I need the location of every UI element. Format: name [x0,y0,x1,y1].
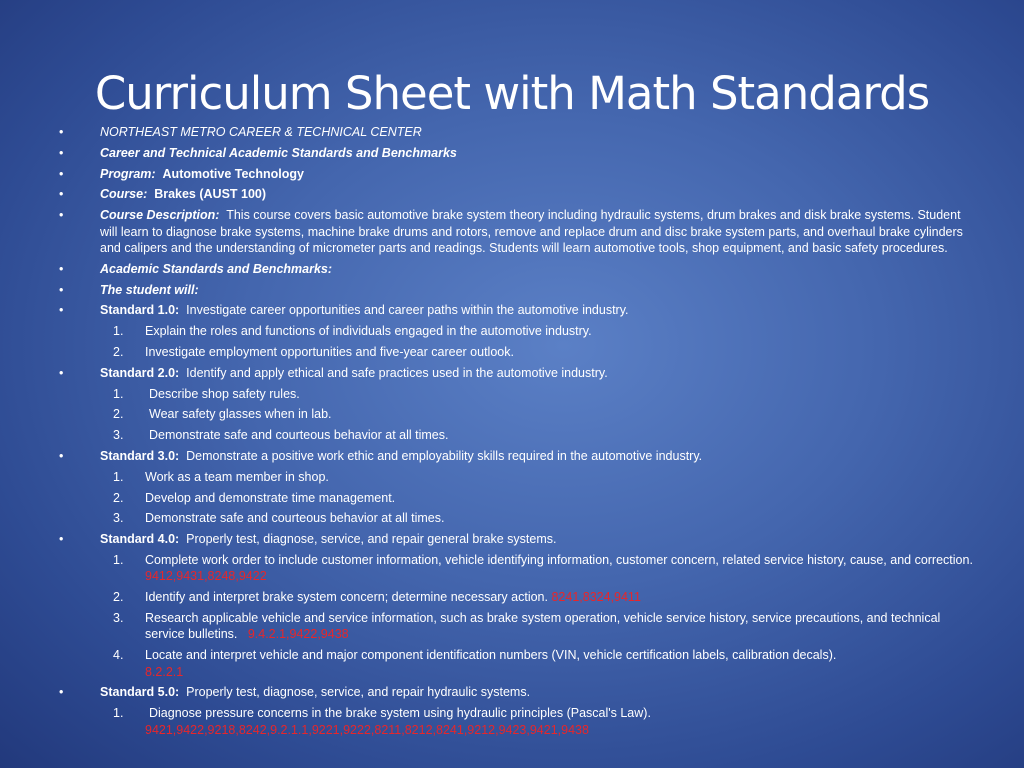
standard-3 [56,448,976,464]
bullet-icon: • [59,365,64,380]
item-text: Explain the roles and functions of individuals engaged in the automotive industry. [145,324,592,339]
standard-label: Standard 5.0: [100,685,180,700]
item-number: 1. [113,324,124,339]
list-item-academic-heading [56,261,976,277]
list-item-student-will [56,282,976,298]
academic-heading: Academic Standards and Benchmarks: [100,261,333,276]
item-text: Complete work order to include customer information, vehicle identifying information, customer concern, related service history, cause, and correction. [145,552,973,567]
item-text: Wear safety glasses when in lab. [149,407,332,422]
standard-1-item-1 [56,323,976,339]
student-will: The student will: [100,282,199,297]
standard-4-item-2 [56,589,976,605]
standard-label: Standard 4.0: [100,532,180,547]
list-item-program [56,166,976,182]
item-text: Identify and interpret brake system concern; determine necessary action. [145,590,548,605]
item-number: 1. [113,386,124,401]
item-number: 3. [113,610,124,625]
standard-label: Standard 1.0: [100,303,180,318]
item-number: 3. [113,511,124,526]
math-standard-codes: 9421,9422,9218,8242,9.2.1.1,9221,9222,8211,8212,8241,9212,9423,9421,9438 [145,722,589,737]
standard-2-item-2 [56,406,976,422]
bullet-icon: • [59,125,64,139]
standard-2 [56,365,976,381]
standard-label: Standard 2.0: [100,365,180,380]
description-label: Course Description: [100,208,220,223]
bullet-icon: • [59,685,64,700]
item-text: Describe shop safety rules. [149,386,300,401]
standard-1 [56,302,976,318]
bullet-icon: • [59,187,64,202]
item-number: 1. [113,706,124,721]
slide-title: Curriculum Sheet with Math Standards [94,67,930,120]
standard-text: Investigate career opportunities and career paths within the automotive industry. [186,303,629,318]
list-item-description [56,207,976,256]
math-standard-codes: 8241,8324,9411 [551,590,641,605]
standard-text: Identify and apply ethical and safe practices used in the automotive industry. [186,365,608,380]
item-number: 2. [113,590,124,605]
item-number: 1. [113,552,124,567]
bullet-icon: • [59,208,64,223]
item-text: Diagnose pressure concerns in the brake system using hydraulic principles (Pascal's Law). [149,706,651,721]
item-text: Demonstrate safe and courteous behavior at all times. [149,428,449,443]
standard-5 [56,684,976,700]
standard-2-item-3 [56,427,976,443]
standard-3-item-1 [56,469,976,485]
bullet-icon: • [59,282,64,297]
item-text: Work as a team member in shop. [145,469,329,484]
bullet-icon: • [59,448,64,463]
item-text: Develop and demonstrate time management. [145,490,396,505]
standard-4-item-4 [56,647,976,680]
math-standard-codes: 9.4.2.1,9422,9438 [247,627,349,642]
standard-text: Properly test, diagnose, service, and repair hydraulic systems. [186,685,531,700]
item-number: 4. [113,648,124,663]
bullet-icon: • [59,145,64,160]
bullet-icon: • [59,166,64,181]
standard-3-item-2 [56,490,976,506]
standard-4 [56,531,976,547]
item-number: 3. [113,428,124,443]
standard-1-item-2 [56,344,976,360]
item-number: 2. [113,344,124,359]
standard-label: Standard 3.0: [100,448,180,463]
standard-text: Demonstrate a positive work ethic and employability skills required in the automotive industry. [186,448,703,463]
standard-2-item-1 [56,386,976,402]
item-text: Research applicable vehicle and service information, such as brake system operation, vehicle service history, service precautions, and technical service bulletins. [145,610,941,642]
standard-3-item-3 [56,510,976,526]
item-number: 2. [113,490,124,505]
math-standard-codes: 8.2.2.1 [145,664,184,679]
bullet-icon: • [59,303,64,318]
math-standard-codes: 9412,9431,8248,9422 [145,569,267,584]
item-text: Investigate employment opportunities and five-year career outlook. [145,344,514,359]
standard-text: Properly test, diagnose, service, and repair general brake systems. [186,532,557,547]
list-item-course [56,186,976,202]
item-number: 2. [113,407,124,422]
standards-heading: Career and Technical Academic Standards and Benchmarks [100,145,457,160]
list-item-center [56,124,976,140]
center-name: NORTHEAST METRO CAREER & TECHNICAL CENTER [100,125,422,139]
course-label: Course: [100,187,148,202]
standard-4-item-1 [56,552,976,585]
program-value: Automotive Technology [162,166,304,181]
item-text: Locate and interpret vehicle and major component identification numbers (VIN, vehicle certification labels, calibration decals). [145,648,837,663]
description-text: This course covers basic automotive brake system theory including hydraulic systems, drum brakes and disk brake systems. Student will learn to diagnose brake systems, machine brake drums and rotors, remove and replace drum and disc brake system parts, and overhaul brake cylinders and calipers and the understanding of micrometer parts and readings. Students will learn automotive tools, shop equipment, and basic safety procedures. [100,208,963,255]
list-item-standards-heading [56,145,976,161]
standard-5-item-1 [56,705,976,738]
bullet-icon: • [59,532,64,547]
program-label: Program: [100,166,156,181]
item-number: 1. [113,469,124,484]
slide-content [56,124,976,742]
item-text: Demonstrate safe and courteous behavior at all times. [145,511,445,526]
bullet-icon: • [59,261,64,276]
course-value: Brakes (AUST 100) [154,187,267,202]
standard-4-item-3 [56,610,976,643]
